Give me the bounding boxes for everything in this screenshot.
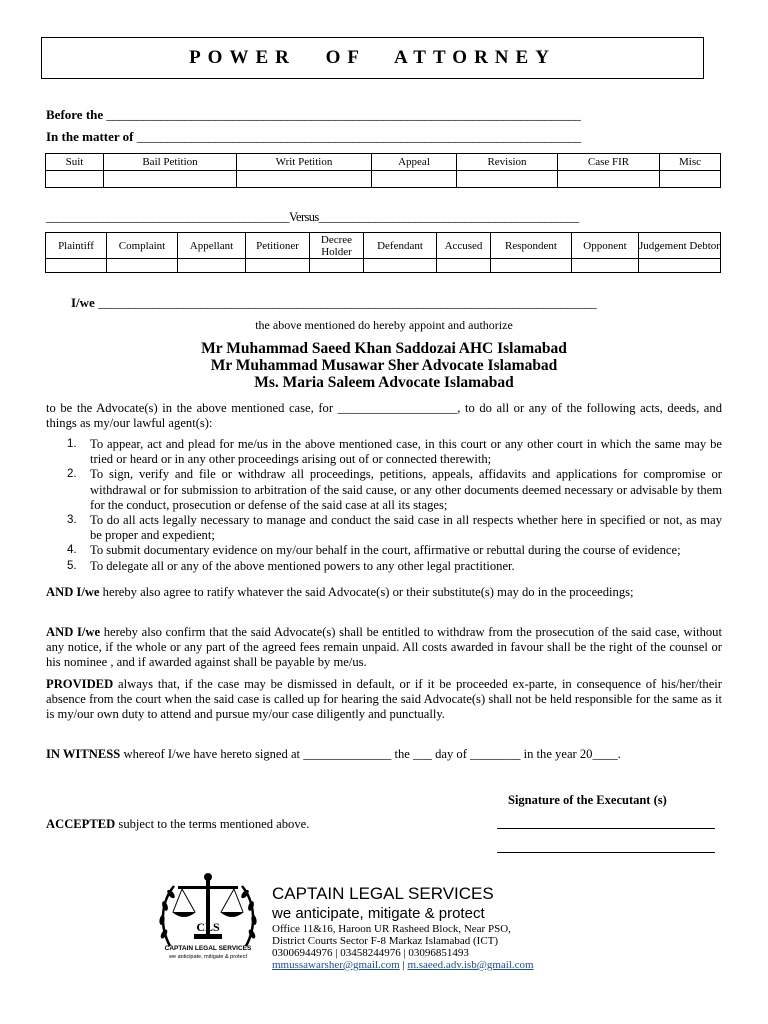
company-logo (150, 868, 266, 980)
party-cell[interactable] (246, 259, 310, 273)
party-table (45, 232, 721, 273)
witness-text: whereof I/we have hereto signed at ______________ the ___ day of ________ in the year 20____. (120, 747, 621, 761)
party-cell[interactable] (491, 259, 572, 273)
party-defendant: Defendant (364, 233, 437, 259)
advocate-name: Mr Muhammad Saeed Khan Saddozai AHC Islamabad (201, 340, 567, 357)
versus-line: ___________________________________________Versus______________________________________________ (46, 210, 579, 224)
provided-lead: PROVIDED (46, 677, 114, 691)
witness-lead: IN WITNESS (46, 747, 121, 761)
witness-paragraph (46, 747, 722, 762)
act-item (46, 513, 722, 543)
act-item (46, 467, 722, 513)
email-link[interactable]: m.saeed.adv.isb@gmail.com (407, 959, 534, 971)
accepted-text: subject to the terms mentioned above. (115, 817, 310, 831)
before-the-blank[interactable]: _______________________________________________________________________________ (106, 107, 581, 122)
email-row (272, 959, 534, 971)
case-type-cell[interactable] (558, 171, 660, 188)
company-tagline: we anticipate, mitigate & protect (272, 905, 485, 922)
phone-numbers: 03006944976 | 03458244976 | 03096851493 (272, 947, 469, 959)
advocate-name: Ms. Maria Saleem Advocate Islamabad (254, 374, 514, 391)
email-separator: | (399, 959, 408, 971)
act-item (46, 559, 722, 574)
page-title: POWER OF ATTORNEY (189, 47, 556, 68)
party-cell[interactable] (572, 259, 639, 273)
act-item (46, 437, 722, 467)
in-the-matter-label: In the matter of (46, 129, 134, 144)
email-link[interactable]: mmussawarsher@gmail.com (272, 959, 400, 971)
case-type-cell[interactable] (457, 171, 558, 188)
appoint-text: the above mentioned do hereby appoint and authorize (255, 318, 513, 332)
case-type-bail-petition: Bail Petition (104, 154, 237, 171)
logo-tagline: we anticipate, mitigate & protect (169, 954, 247, 960)
company-name: CAPTAIN LEGAL SERVICES (272, 884, 494, 903)
fees-lead: AND I/we (46, 625, 101, 639)
case-type-revision: Revision (457, 154, 558, 171)
party-cell[interactable] (107, 259, 178, 273)
case-type-appeal: Appeal (372, 154, 457, 171)
party-complaint: Complaint (107, 233, 178, 259)
party-cell[interactable] (639, 259, 721, 273)
address-line-2: District Courts Sector F-8 Markaz Islamabad (ICT) (272, 935, 499, 947)
address-line-1: Office 11&16, Haroon UR Rasheed Block, Near PSO, (272, 923, 511, 935)
ratify-paragraph (46, 585, 722, 600)
act-text: To appear, act and plead for me/us in the above mentioned case, in this court or any other court in which the same may be tried or heard or in any other proceedings arising out of or connected therewith; (90, 437, 722, 467)
act-number: 5. (67, 559, 77, 572)
fees-paragraph (46, 625, 722, 671)
provided-text: always that, if the case may be dismissed in default, or if it be proceeded ex-parte, in consequence of his/her/their absence from the court when the said case is called up for hearing the said Advocate(s) shall not be held responsible for the same as it is my/our own duty to attend and pursue my/our case diligently and punctually. (46, 677, 722, 722)
party-cell[interactable] (46, 259, 107, 273)
case-type-misc: Misc (660, 154, 721, 171)
title-box (41, 37, 704, 79)
act-text: To sign, verify and file or withdraw all proceedings, petitions, appeals, affidavits and applications for compromise or withdrawal or for submission to arbitration of the said cause, or any other documents deemed necessary or advisable by them for the conduct, prosecution or defense of the said case at all its stages; (90, 467, 722, 512)
in-the-matter-blank[interactable]: __________________________________________________________________________ (136, 129, 581, 144)
accepted-row (46, 817, 309, 832)
advocate-list (0, 340, 768, 391)
ratify-lead: AND I/we (46, 585, 100, 599)
case-type-table (45, 153, 721, 188)
party-cell[interactable] (178, 259, 246, 273)
party-cell[interactable] (310, 259, 364, 273)
party-judgement-debtor: Judgement Debtor (639, 233, 721, 259)
party-petitioner: Petitioner (246, 233, 310, 259)
act-number: 4. (67, 544, 77, 557)
case-type-cell[interactable] (372, 171, 457, 188)
advocate-name: Mr Muhammad Musawar Sher Advocate Islamabad (210, 357, 558, 374)
party-cell[interactable] (364, 259, 437, 273)
before-the-row (46, 107, 580, 123)
acts-list (46, 437, 722, 574)
logo-initials: CLS (196, 920, 220, 934)
case-type-cell[interactable] (237, 171, 372, 188)
case-type-suit: Suit (46, 154, 104, 171)
party-opponent: Opponent (572, 233, 639, 259)
signature-line-executant[interactable] (497, 828, 715, 829)
intro-paragraph: to be the Advocate(s) in the above mentioned case, for ___________________, to do all or any of the following acts, deeds, and things as my/our lawful agent(s): (46, 401, 722, 431)
party-cell[interactable] (437, 259, 491, 273)
act-item (46, 543, 722, 558)
act-text: To delegate all or any of the above mentioned powers to any other legal practitioner. (90, 558, 515, 573)
acts-list-wrap (46, 437, 722, 574)
signature-label: Signature of the Executant (s) (508, 793, 667, 807)
act-text: To do all acts legally necessary to manage and conduct the said case in all respects whether here in specified or not, as may be proper and expedient; (90, 513, 722, 543)
logo-name: CAPTAIN LEGAL SERVICES (164, 945, 252, 952)
signature-line-advocate[interactable] (497, 852, 715, 853)
act-number: 1. (67, 438, 77, 450)
iwe-blank[interactable]: ___________________________________________________________________________________ (98, 295, 597, 310)
iwe-row (71, 295, 596, 311)
party-plaintiff: Plaintiff (46, 233, 107, 259)
case-type-writ-petition: Writ Petition (237, 154, 372, 171)
iwe-label: I/we (71, 295, 95, 310)
act-text: To submit documentary evidence on my/our behalf in the court, affirmative or rebuttal during the course of evidence; (90, 543, 681, 558)
party-respondent: Respondent (491, 233, 572, 259)
party-accused: Accused (437, 233, 491, 259)
accepted-lead: ACCEPTED (46, 817, 116, 831)
ratify-text: hereby also agree to ratify whatever the said Advocate(s) or their substitute(s) may do in the proceedings; (99, 585, 634, 599)
act-number: 3. (67, 514, 77, 527)
case-type-case-fir: Case FIR (558, 154, 660, 171)
before-the-label: Before the (46, 107, 104, 122)
case-type-cell[interactable] (660, 171, 721, 188)
case-type-cell[interactable] (46, 171, 104, 188)
party-appellant: Appellant (178, 233, 246, 259)
fees-text: hereby also confirm that the said Advocate(s) shall be entitled to withdraw from the prosecution of the said case, without any notice, if the whole or any part of the agreed fees remain unpaid. All costs awarded in favour shall be the right of the counsel or his nominee , and if awarded against shall be payable by me/us. (46, 625, 722, 670)
provided-paragraph (46, 677, 722, 723)
party-decree-holder: Decree Holder (310, 233, 364, 259)
act-number: 2. (67, 468, 77, 481)
case-type-cell[interactable] (104, 171, 237, 188)
in-the-matter-row (46, 129, 581, 145)
